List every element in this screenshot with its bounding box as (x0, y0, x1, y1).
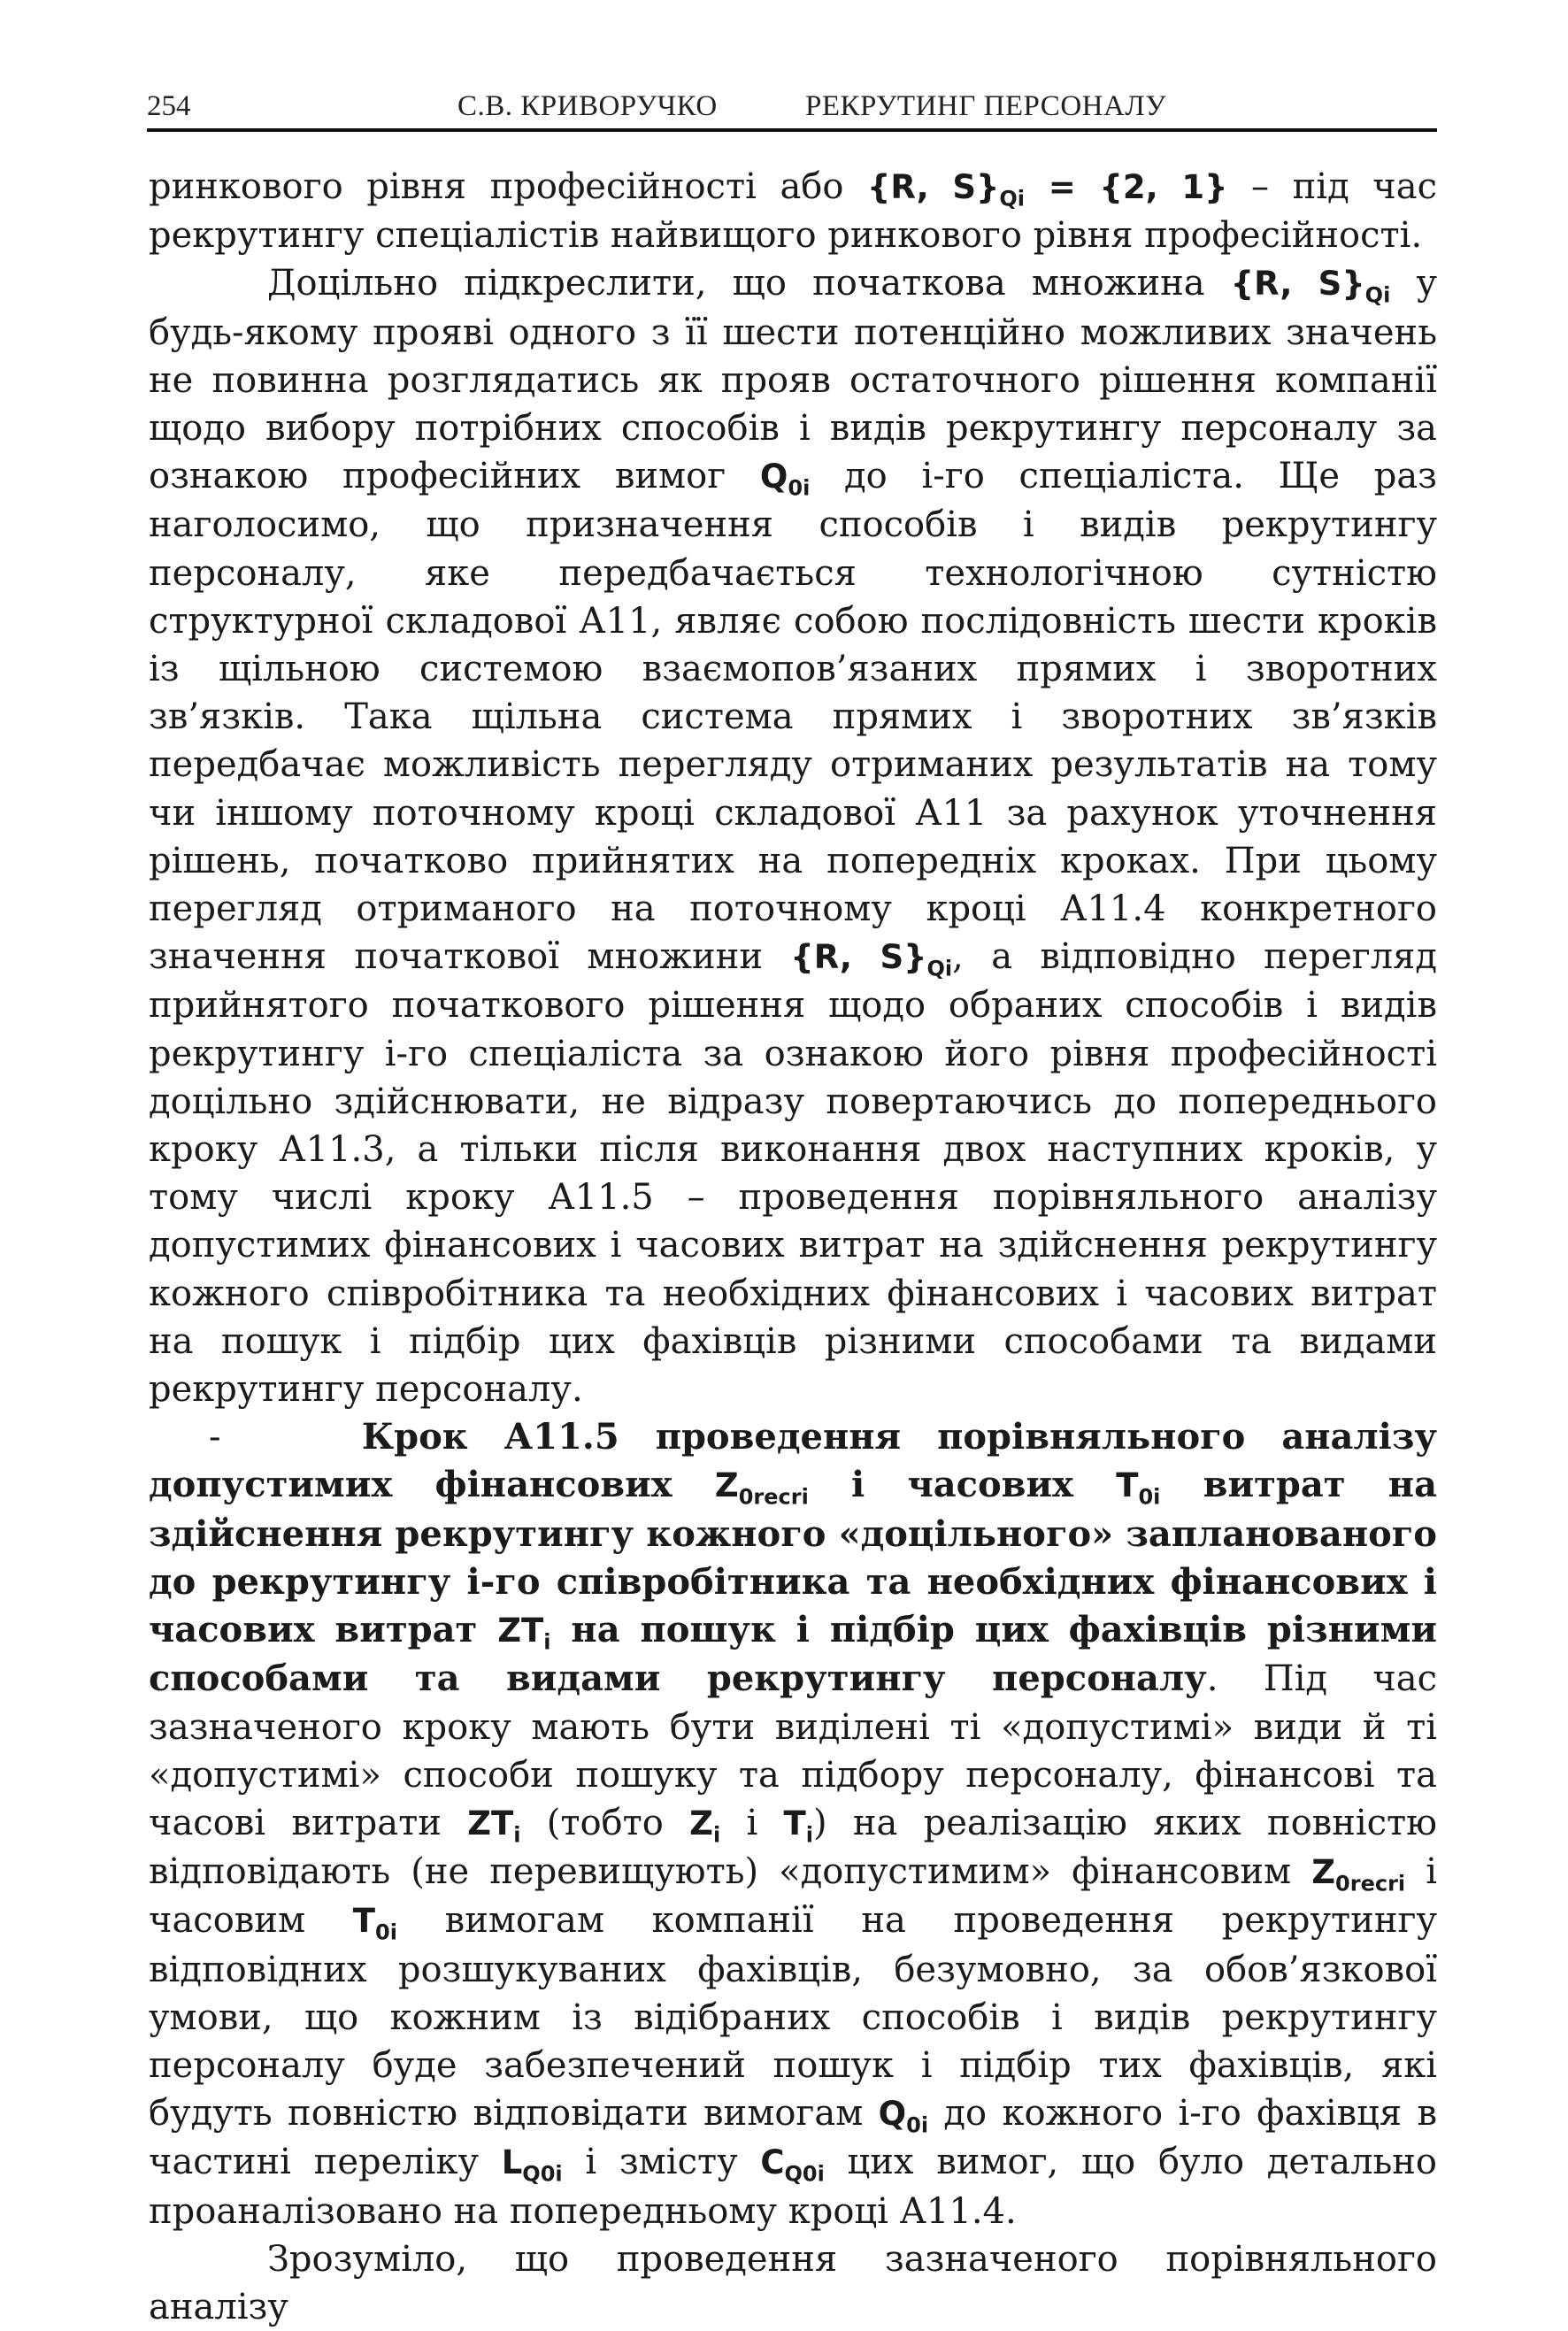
text-run: і змісту (562, 2142, 761, 2183)
running-header (147, 85, 1437, 129)
math-c: $C_{Q0i}$ (760, 2143, 825, 2187)
math-set: {R, $S\}_{Qi}$ (790, 938, 953, 981)
page-body (149, 163, 1437, 2331)
text-run: до кожного i-го фахівця в частині переліку (149, 2093, 1437, 2183)
math-q: $Q_{0i}$ (878, 2095, 929, 2138)
text-run: . Під час зазначеного кроку мають бути виділені ті «допустимі» види й ті «допустимі» способи пошуку та підбору персоналу, фінансові та часові витрати (149, 1658, 1437, 1843)
text-run: Доцільно підкреслити, що початкова множина (267, 263, 1231, 304)
paragraph-step-a11-5 (149, 1413, 1437, 2235)
text-run: , а відповідно перегляд прийнятого початкового рішення щодо обраних способів і видів рекрутингу i-го спеціаліста за ознакою його рівня професійності доцільно здійснювати, не відразу повертаючись до попереднього кроку А11.3, а тільки після виконання двох наступних кроків, у тому числі кроку А11.5 – проведення порівняльного аналізу допустимих фінансових і часових витрат на здійснення рекрутингу кожного співробітника та необхідних фінансових і часових витрат на пошук і підбір цих фахівців різними способами та видами рекрутингу персоналу. (149, 936, 1437, 1411)
math-l: $L_{Q0i}$ (501, 2143, 563, 2187)
text-run: – під час рекрутингу спеціалістів найвищого ринкового рівня професійності. (149, 166, 1437, 257)
text-run: і часовим (149, 1851, 1437, 1942)
text-run: ) на реалізацію яких повністю відповідають (не перевищують) «допустимим» фінансовим (149, 1802, 1438, 1893)
text-run: вимогам компанії на проведення рекрутингу відповідних розшукуваних фахівців, безумовно, за обов’язкової умови, що кожним із відібраних способів і видів рекрутингу персоналу буде забезпечений пошук і підбір тих фахівців, які будуть повністю відповідати вимогам (149, 1900, 1437, 2135)
math-q: $Q_{0i}$ (759, 458, 811, 501)
header-rule (147, 128, 1437, 132)
math-t: $T_i$ (783, 1804, 813, 1848)
list-dash: - (209, 1417, 221, 1458)
math-set: {R, $S\}_{Qi}$ (1230, 265, 1391, 308)
paragraph-continuation (149, 163, 1437, 259)
math-set: {R, $S\}_{Qi} = \{2$, 1} (867, 168, 1228, 212)
text-run: до i-го спеціаліста. Ще раз наголосимо, що призначення способів і видів рекрутингу персоналу, яке передбачається технологічною сутністю структурної складової А11, являє собою послідовність шести кроків із щільною системою взаємопов’язаних прямих і зворотних зв’язків. Така щільна система прямих і зворотних зв’язків передбачає можливість перегляду отриманих результатів на тому чи іншому поточному кроці складової А11 за рахунок уточнення рішень, початково прийнятих на попередніх кроках. При цьому перегляд отриманого на поточному кроці А11.4 конкретного значення початкової множини (149, 456, 1437, 978)
paragraph-set-discussion (149, 259, 1437, 1413)
text-run: (тобто (520, 1802, 690, 1843)
text-run: у будь-якому прояві одного з її шести потенційно можливих значень не повинна розглядатись як прояв остаточного рішення компанії щодо вибору потрібних способів і видів рекрутингу персоналу за ознакою професійних вимог (149, 263, 1437, 497)
text-run: цих вимог, що було детально проаналізовано на попередньому кроці А11.4. (149, 2142, 1437, 2232)
math-z: $Z_{0recri}$ (1311, 1853, 1406, 1896)
step-heading: Крок А11.5 проведення порівняльного аналізу допустимих фінансових $Z_{0recri}$ і часових $T_{0i}$ витрат на здійснення рекрутингу кожного «доцільного» запланованого до рекрутингу i-го співробітника та необхідних фінансових і часових витрат $ZT_i$ на пошук і підбір цих фахівців різними способами та видами рекрутингу персоналу (149, 1416, 1437, 1700)
header-book-title: РЕКРУТИНГ ПЕРСОНАЛУ (805, 90, 1167, 122)
math-t: $T_{0i}$ (352, 1902, 397, 1945)
text-run: ринкового рівня професійності або (149, 166, 868, 207)
header-author: С.В. КРИВОРУЧКО (457, 90, 718, 122)
paragraph-final: Зрозуміло, що проведення зазначеного порівняльного аналізу (149, 2238, 1437, 2327)
math-z: $Z_i$ (689, 1804, 721, 1848)
math-zt: $ZT_i$ (467, 1804, 521, 1848)
text-run: і (720, 1802, 784, 1843)
page-number: 254 (147, 90, 191, 122)
